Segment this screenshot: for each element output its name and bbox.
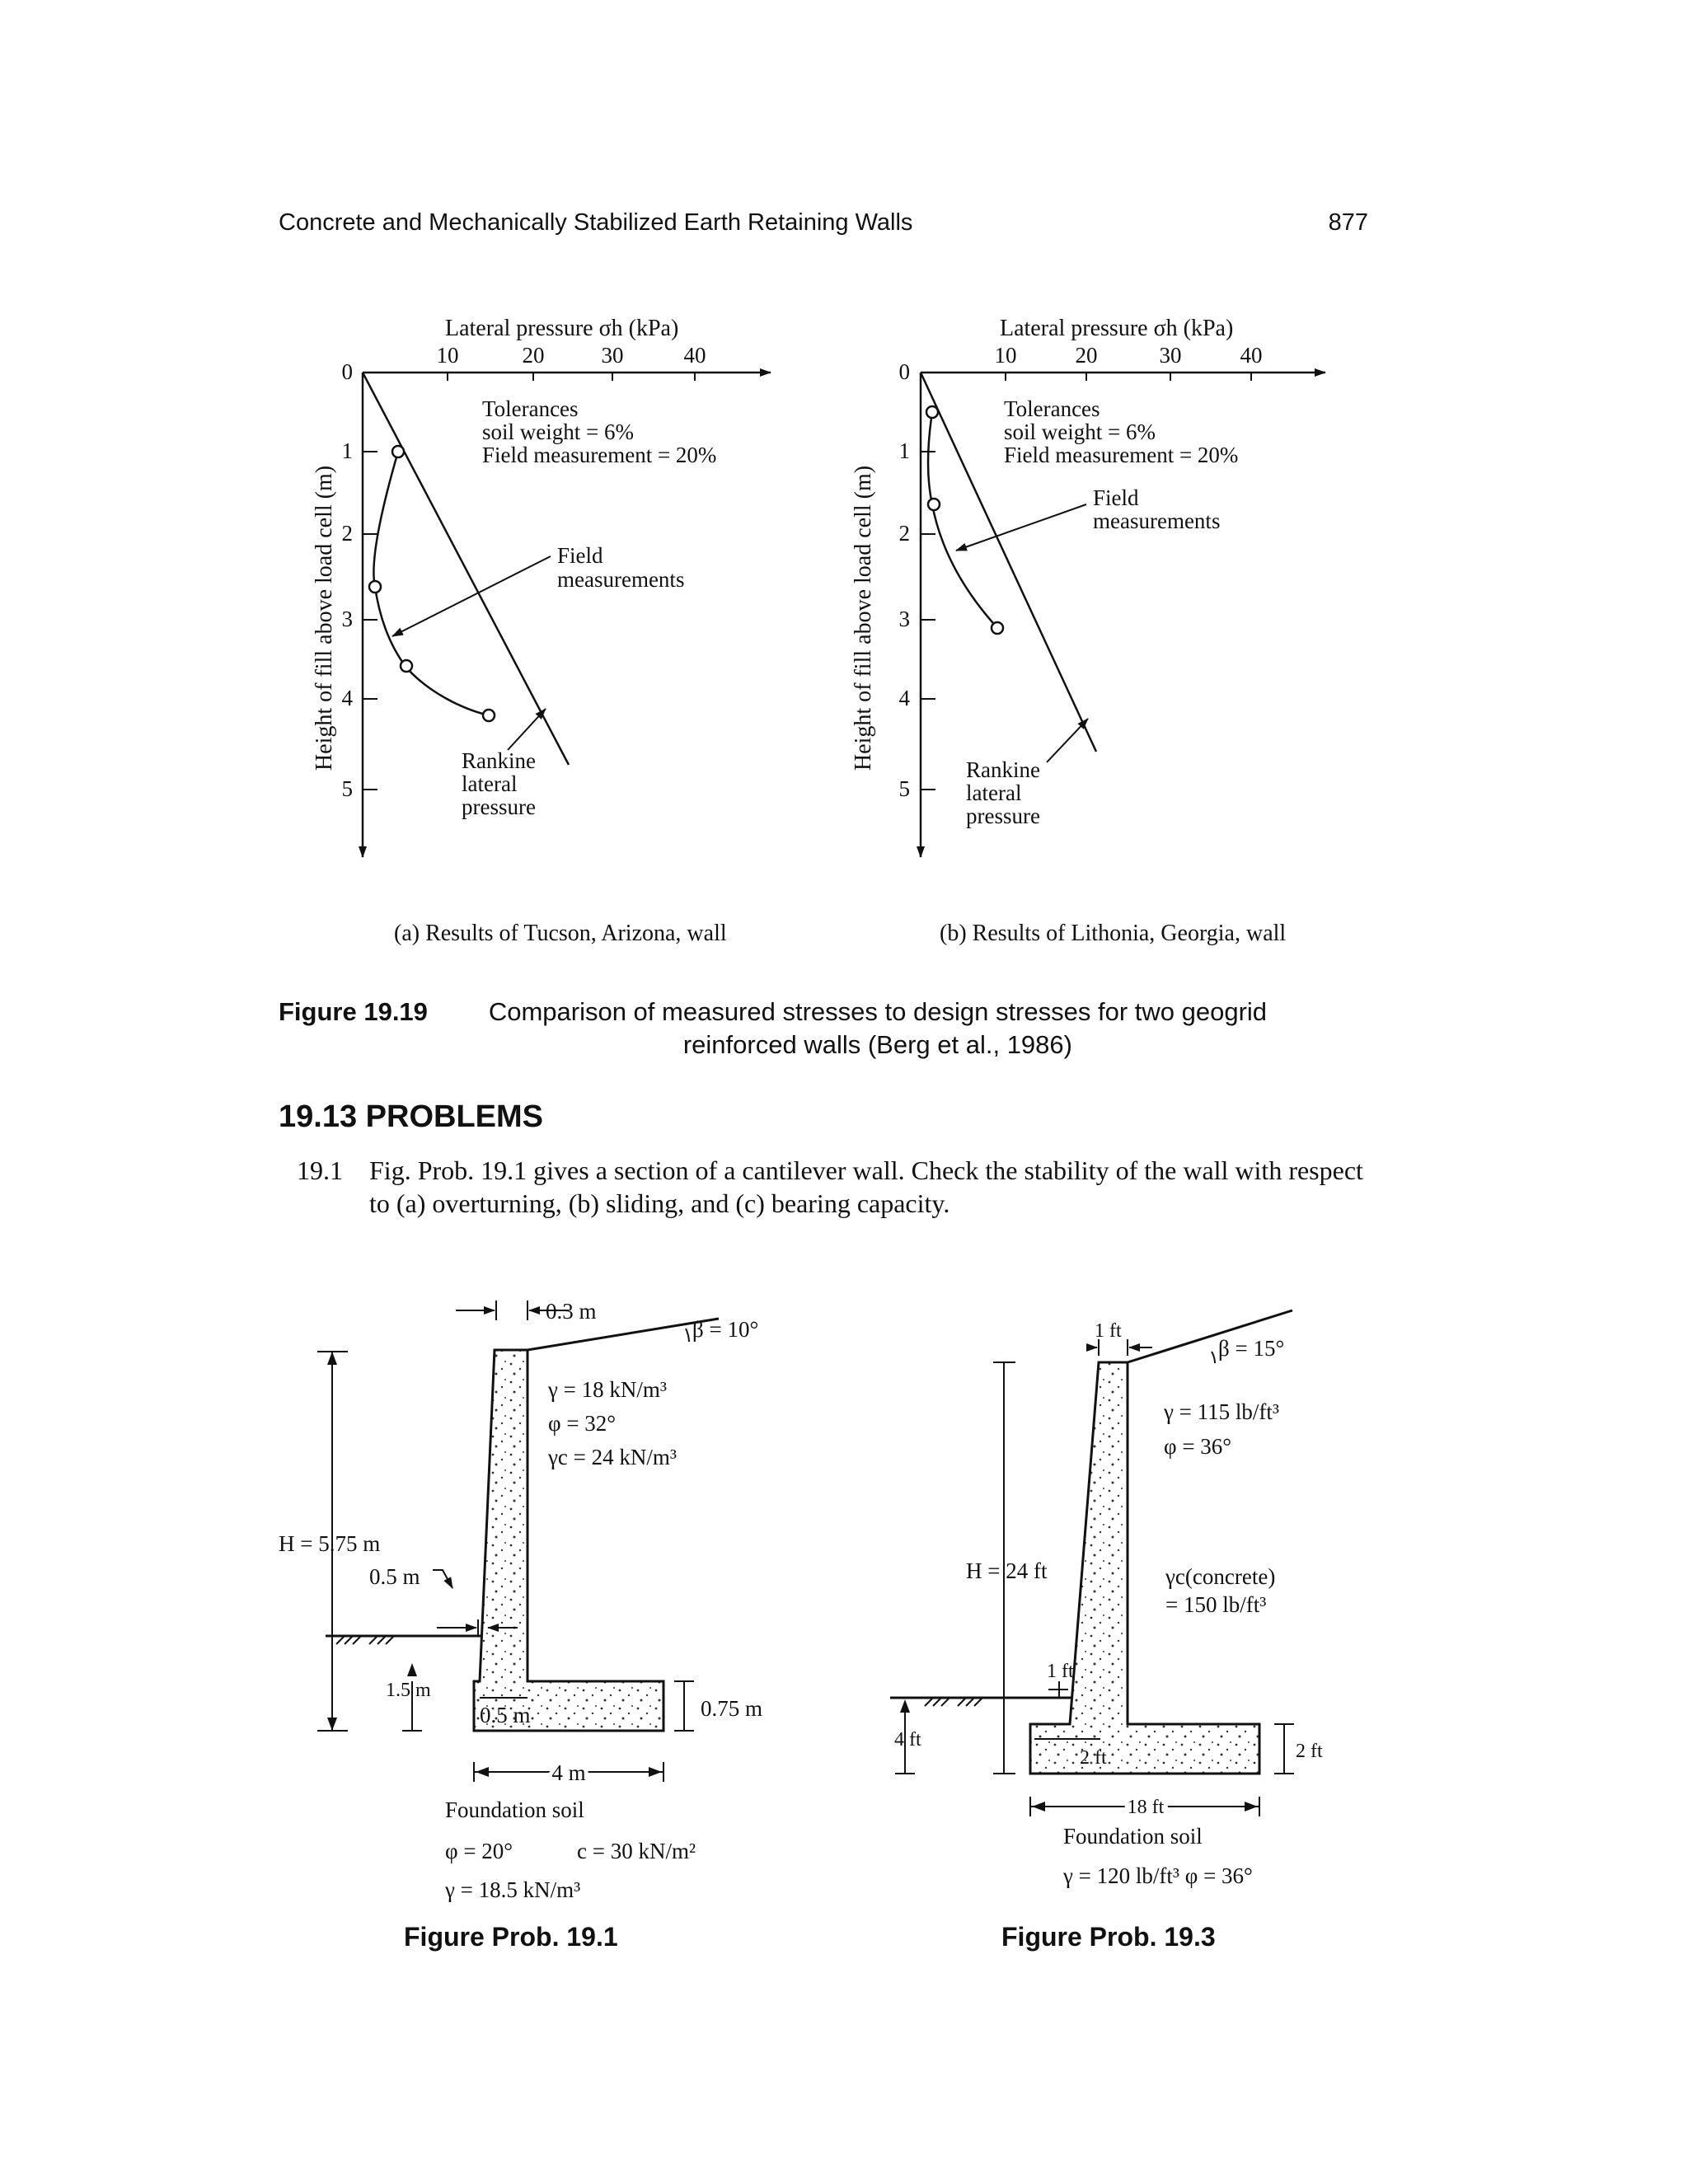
panel-b-rankine-label: pressure [966,804,1040,828]
panel-a-xtick: 40 [683,343,706,368]
fig-prob-19-1-label: Figure Prob. 19.1 [404,1922,618,1952]
fig-19-3-H: H = 24 ft [966,1558,1048,1583]
fig-prob-19-3 [890,1310,1323,1888]
panel-b-tolerances: Field measurement = 20% [1004,443,1239,467]
panel-a-field-label: measurements [557,567,685,592]
fig-19-3-toe-width: 2 ft [1080,1747,1107,1769]
figure-caption-text: Comparison of measured stresses to design stresses for two geogrid reinforced walls (Berg et al., 1986) [488,997,1268,1059]
panel-b-xtick: 20 [1075,343,1098,368]
figure-caption-label: Figure 19.19 [279,997,428,1026]
running-head-title: Concrete and Mechanically Stabilized Earth Retaining Walls [279,209,913,236]
panel-a-ytick: 4 [341,686,353,710]
fig-19-1-base-thickness: 0.75 m [701,1696,763,1721]
panel-b-ytick: 1 [898,438,910,463]
panel-b-ylabel: Height of fill above load cell (m) [851,465,876,771]
panel-b-tolerances: soil weight = 6% [1004,419,1156,444]
fig-19-1-stem-base: 0.5 m [369,1564,420,1589]
panel-a-tolerances: Tolerances [482,396,579,421]
fig-19-1-H: H = 5.75 m [279,1531,381,1556]
panel-a-rankine-label: Rankine [462,748,536,773]
panel-a-xtick: 30 [601,343,624,368]
panel-b-field-label: Field [1093,485,1139,510]
fig-19-3-foundation-props: γ = 120 lb/ft³ φ = 36° [1063,1863,1253,1888]
fig-19-1-gamma: γ = 18 kN/m³ [548,1377,668,1402]
panel-a-ytick: 2 [341,521,353,546]
problem-text: Fig. Prob. 19.1 gives a section of a cantilever wall. Check the stability of the wall with respect to (a) overturning, (b) sliding, and (c) bearing capacity. [369,1155,1363,1218]
panel-b-xlabel: Lateral pressure σh (kPa) [1000,316,1234,341]
fig-19-1-phi: φ = 32° [548,1411,617,1436]
fig-19-1-toe-width: 0.5 m [480,1703,531,1727]
panel-a-caption: (a) Results of Tucson, Arizona, wall [394,921,727,946]
fig-19-1-foundation-c: c = 30 kN/m² [577,1839,696,1863]
problem-number: 19.1 [297,1155,343,1185]
panel-a-ytick: 0 [341,359,353,384]
fig-prob-19-1 [279,1299,762,1902]
section-heading: 19.13 PROBLEMS [279,1099,543,1134]
panel-b-rankine-label: lateral [966,780,1022,805]
panel-b-rankine-label: Rankine [966,757,1040,782]
panel-b-xtick: 30 [1159,343,1182,368]
panel-a-rankine-label: pressure [462,794,536,819]
fig-19-1-foundation-phi: φ = 20° [445,1839,513,1863]
fig-19-3-phi: φ = 36° [1164,1434,1232,1459]
panel-a-ytick: 3 [341,607,353,631]
fig-19-1-beta: β = 10° [692,1317,759,1342]
fig-19-1-gamma-c: γc = 24 kN/m³ [548,1445,677,1469]
fig-19-1-foundation-title: Foundation soil [445,1797,584,1822]
fig-19-3-base-thickness: 2 ft [1296,1741,1323,1762]
panel-a-tolerances: soil weight = 6% [482,419,634,444]
panel-b-tolerances: Tolerances [1004,396,1100,421]
panel-b-ytick: 2 [898,521,910,546]
fig-19-3-gamma-c: γc(concrete) [1165,1564,1276,1589]
panel-b-xtick: 40 [1240,343,1263,368]
panel-a-tolerances: Field measurement = 20% [482,443,717,467]
panel-b-field-label: measurements [1093,509,1221,533]
panel-a-field-label: Field [557,543,603,568]
fig-19-3-gamma-c-value: = 150 lb/ft³ [1165,1592,1267,1617]
fig-19-1-wall [474,1350,663,1731]
panel-a-rankine-label: lateral [462,771,518,796]
panel-b-ytick: 4 [898,686,910,710]
panel-b-ytick: 3 [898,607,910,631]
fig-19-3-base-width: 18 ft [1127,1797,1165,1818]
fig-prob-19-3-label: Figure Prob. 19.3 [1001,1922,1216,1952]
fig-19-1-toe-depth: 1.5 m [386,1680,431,1701]
page-number: 877 [1328,209,1368,236]
panel-b-caption: (b) Results of Lithonia, Georgia, wall [940,921,1287,946]
panel-b-ytick: 0 [898,359,910,384]
panel-a-ytick: 5 [341,776,353,801]
fig-19-3-beta: β = 15° [1218,1336,1285,1361]
panel-b-xtick: 10 [994,343,1017,368]
panel-a-xlabel: Lateral pressure σh (kPa) [445,316,679,341]
panel-b-ytick: 5 [898,776,910,801]
fig-19-3-gamma: γ = 115 lb/ft³ [1164,1399,1279,1424]
panel-a-ylabel: Height of fill above load cell (m) [312,465,337,771]
fig-19-1-base-width: 4 m [551,1760,586,1785]
fig-19-3-toe-dim: 1 ft [1047,1661,1074,1682]
panel-a-xtick: 20 [522,343,545,368]
fig-19-3-toe-depth: 4 ft [894,1729,921,1750]
fig-19-1-foundation-gamma: γ = 18.5 kN/m³ [445,1877,581,1902]
fig-19-3-top-width: 1 ft [1095,1320,1122,1342]
panel-a-ytick: 1 [341,438,353,463]
fig-19-1-top-width: 0.3 m [546,1299,597,1324]
panel-a-xtick: 10 [436,343,459,368]
fig-19-3-foundation-title: Foundation soil [1063,1824,1203,1849]
